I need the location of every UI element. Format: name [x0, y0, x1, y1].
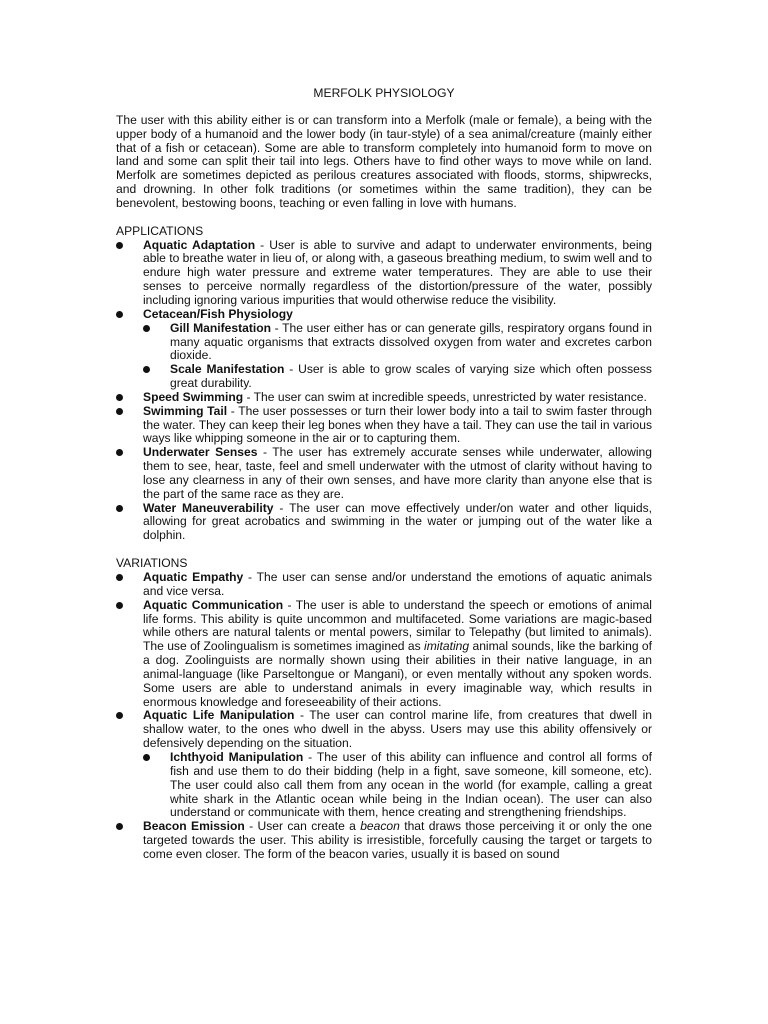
item-text: animal sounds, like the barking of a dog. Zoolinguists are normally shown using their abilities in their native language, in an animal-language (like Parseltongue or Mangani), or even mentally without any spoken words. Some users are able to understand animals in every imaginable way, which results in enormous knowledge and foreseeability of their actions.: [143, 639, 653, 709]
applications-heading: APPLICATIONS: [116, 223, 204, 238]
item-term: Scale Manifestation: [170, 362, 285, 377]
item-term: Underwater Senses: [143, 445, 258, 460]
item-text: - User is able to grow scales of varying size which often possess great durability.: [170, 362, 652, 391]
item-text: - The user can control marine life, from creatures that dwell in shallow water, to the ones who dwell in the abyss. Users may use this ability offensively or defensively depending on the situation.: [143, 708, 653, 751]
item-term: Cetacean/Fish Physiology: [143, 306, 293, 321]
item-text: - User is able to survive and adapt to underwater environments, being able to breathe water in lieu of, or along with, a gaseous breathing medium, to swim well and to endure high water pressure and extreme water temperatures. They are able to use their senses to perceive normally regardless of the distortion/pressure of the water, possibly including ignoring various impurities that would otherwise reduce the visibility.: [143, 237, 652, 307]
item-term: Swimming Tail: [143, 403, 228, 418]
item-term: Speed Swimming: [143, 389, 244, 404]
list-item: [116, 308, 652, 391]
document-title: MERFOLK PHYSIOLOGY: [313, 86, 455, 100]
list-item: [116, 571, 652, 599]
list-item: [116, 239, 652, 308]
item-term: Aquatic Life Manipulation: [143, 708, 295, 723]
item-term: Gill Manifestation: [170, 320, 272, 335]
list-item: [116, 446, 652, 501]
item-term: Beacon Emission: [143, 819, 245, 834]
item-text: - The user has extremely accurate senses while underwater, allowing them to see, hear, taste, feel and smell underwater with the utmost of clarity without having to lose any clearness in any of their own senses, and have more clarity than anyone else that is the part of the same race as they are.: [143, 445, 652, 501]
item-text: - The user can move effectively under/on water and other liquids, allowing for great acrobatics and swimming in the water or jumping out of the water like a dolphin.: [143, 500, 652, 543]
list-item: [116, 820, 652, 862]
item-term: Water Maneuverability: [143, 500, 274, 515]
item-text: - User can create a: [244, 819, 361, 834]
item-term: Aquatic Communication: [143, 597, 284, 612]
item-text-italic: beacon: [360, 819, 400, 834]
list-item: [116, 391, 652, 405]
list-item: [116, 709, 652, 820]
item-text: - The user possesses or turn their lower body into a tail to swim faster through the water. They can keep their leg bones when they have a tail. They can use the tail in various ways like whipping someone in the air or to capturing them.: [143, 403, 652, 446]
item-term: Aquatic Adaptation: [143, 237, 256, 252]
sub-list: [143, 751, 652, 820]
item-text: - The user either has or can generate gills, respiratory organs found in many aquatic organisms that extracts dissolved oxygen from water and excretes carbon dioxide.: [170, 320, 653, 363]
section-spacer: [116, 543, 652, 557]
applications-list: [116, 239, 652, 544]
item-text: - The user can swim at incredible speeds, unrestricted by water resistance.: [243, 389, 647, 404]
document-page: [116, 87, 652, 862]
list-item: [116, 502, 652, 544]
item-term: Aquatic Empathy: [143, 570, 244, 584]
variations-list: [116, 571, 652, 862]
sub-list-item: [143, 751, 652, 820]
item-text: - The user is able to understand the speech or emotions of animal life forms. This ability is quite uncommon and multifaceted. Some variations are magic-based while others are natural talents or mental powers, similar to Telepathy (but limited to animals). The use of Zoolingualism is sometimes imagined as: [143, 597, 652, 654]
item-text-italic: imitating: [424, 639, 470, 654]
list-item: [116, 599, 652, 710]
variations-heading: VARIATIONS: [116, 556, 188, 571]
item-text: that draws those perceiving it or only the one targeted towards the user. This ability is irresistible, forcefully causing the target or targets to come even closer. The form of the beacon varies, usually it is based on sound: [143, 819, 653, 861]
item-term: Ichthyoid Manipulation: [170, 749, 304, 764]
list-item: [116, 405, 652, 447]
sub-list-item: [143, 322, 652, 364]
item-text: - The user of this ability can influence and control all forms of fish and use them to do their bidding (help in a fight, save someone, kill someone, etc). The user could also call them from any ocean in the world (for example, calling a great white shark in the Atlantic ocean while being in the Indian ocean). The user can also understand or communicate with them, hence creating and strengthening friendships.: [170, 749, 652, 820]
item-text: - The user can sense and/or understand the emotions of aquatic animals and vice versa.: [143, 570, 652, 598]
sub-list: [143, 322, 652, 391]
sub-list-item: [143, 363, 652, 391]
intro-paragraph: The user with this ability either is or can transform into a Merfolk (male or female), a being with the upper body of a humanoid and the lower body (in taur-style) of a sea animal/creature (mainly either that of a fish or cetacean). Some are able to transform completely into humanoid form to move on land and some can split their tail into legs. Others have to find other ways to move while on land. Merfolk are sometimes depicted as perilous creatures associated with floods, storms, shipwrecks, and drowning. In other folk traditions (or sometimes within the same tradition), they can be benevolent, bestowing boons, teaching or even falling in love with humans.: [116, 112, 652, 210]
